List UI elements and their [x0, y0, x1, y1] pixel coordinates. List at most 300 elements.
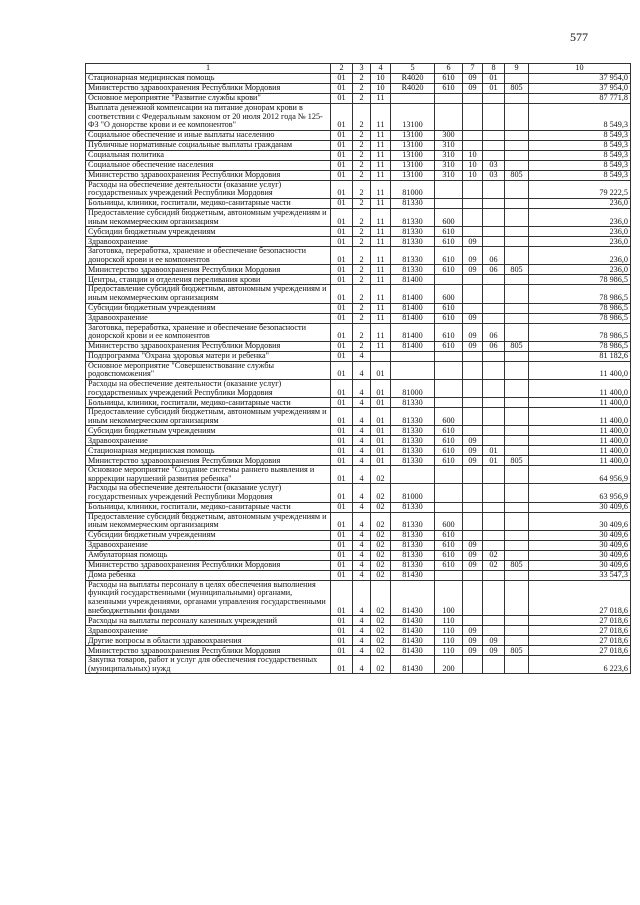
- subprogram-code-cell: 4: [353, 361, 371, 379]
- amount-cell: 78 986,5: [529, 323, 631, 341]
- subprogram-code-cell: 4: [353, 512, 371, 530]
- subprogram-code-cell: 4: [353, 646, 371, 656]
- program-code-cell: 01: [331, 626, 353, 636]
- table-row: [86, 323, 631, 341]
- event-code-cell: [371, 351, 391, 361]
- subprogram-code-cell: 2: [353, 94, 371, 104]
- row-name-cell: Здравоохранение: [86, 313, 331, 323]
- ministry-code-cell: [505, 237, 529, 247]
- amount-cell: 27 018,6: [529, 626, 631, 636]
- subprogram-code-cell: 4: [353, 502, 371, 512]
- amount-cell: 81 182,6: [529, 351, 631, 361]
- program-code-cell: 01: [331, 636, 353, 646]
- section-cell: [463, 227, 483, 237]
- event-code-cell: 02: [371, 560, 391, 570]
- program-code-cell: 01: [331, 237, 353, 247]
- direction-code-cell: 81400: [391, 303, 435, 313]
- program-code-cell: 01: [331, 94, 353, 104]
- ministry-code-cell: [505, 530, 529, 540]
- program-code-cell: 01: [331, 456, 353, 466]
- table-row: [86, 656, 631, 674]
- direction-code-cell: 81330: [391, 436, 435, 446]
- expense-type-cell: 110: [435, 616, 463, 626]
- header-cell: 7: [463, 64, 483, 74]
- row-name-cell: Заготовка, переработка, хранение и обеспечение безопасности донорской крови и ее компонентов: [86, 323, 331, 341]
- program-code-cell: 01: [331, 247, 353, 265]
- subprogram-code-cell: 4: [353, 484, 371, 502]
- direction-code-cell: [391, 361, 435, 379]
- expense-type-cell: [435, 379, 463, 397]
- row-name-cell: Расходы на обеспечение деятельности (оказание услуг) государственных учреждений Республики Мордовия: [86, 379, 331, 397]
- table-row: [86, 313, 631, 323]
- direction-code-cell: 81330: [391, 540, 435, 550]
- page-number: 577: [570, 30, 588, 44]
- table-row: [86, 160, 631, 170]
- row-name-cell: Предоставление субсидий бюджетным, автономным учреждениям и иным некоммерческим организациям: [86, 285, 331, 303]
- amount-cell: 8 549,3: [529, 170, 631, 180]
- table-row: [86, 502, 631, 512]
- event-code-cell: 02: [371, 616, 391, 626]
- ministry-code-cell: 805: [505, 170, 529, 180]
- expense-type-cell: 610: [435, 84, 463, 94]
- amount-cell: 236,0: [529, 265, 631, 275]
- expense-type-cell: 610: [435, 303, 463, 313]
- expense-type-cell: [435, 275, 463, 285]
- ministry-code-cell: [505, 313, 529, 323]
- subsection-cell: [483, 130, 505, 140]
- subprogram-code-cell: 2: [353, 341, 371, 351]
- amount-cell: 8 549,3: [529, 160, 631, 170]
- ministry-code-cell: [505, 580, 529, 615]
- program-code-cell: 01: [331, 275, 353, 285]
- program-code-cell: 01: [331, 540, 353, 550]
- ministry-code-cell: [505, 636, 529, 646]
- expense-type-cell: 610: [435, 237, 463, 247]
- row-name-cell: Амбулаторная помощь: [86, 550, 331, 560]
- event-code-cell: 11: [371, 208, 391, 226]
- subprogram-code-cell: 4: [353, 560, 371, 570]
- program-code-cell: 01: [331, 104, 353, 131]
- table-row: [86, 436, 631, 446]
- amount-cell: 11 400,0: [529, 361, 631, 379]
- ministry-code-cell: [505, 104, 529, 131]
- row-name-cell: Министерство здравоохранения Республики Мордовия: [86, 560, 331, 570]
- ministry-code-cell: [505, 140, 529, 150]
- table-row: [86, 341, 631, 351]
- ministry-code-cell: 805: [505, 265, 529, 275]
- section-cell: [463, 130, 483, 140]
- ministry-code-cell: [505, 208, 529, 226]
- amount-cell: 78 986,5: [529, 341, 631, 351]
- expense-type-cell: 600: [435, 285, 463, 303]
- row-name-cell: Здравоохранение: [86, 626, 331, 636]
- amount-cell: 37 954,0: [529, 74, 631, 84]
- program-code-cell: 01: [331, 361, 353, 379]
- amount-cell: 64 956,9: [529, 466, 631, 484]
- amount-cell: 236,0: [529, 198, 631, 208]
- program-code-cell: 01: [331, 379, 353, 397]
- section-cell: [463, 104, 483, 131]
- amount-cell: 30 409,6: [529, 502, 631, 512]
- ministry-code-cell: [505, 656, 529, 674]
- direction-code-cell: 81330: [391, 530, 435, 540]
- program-code-cell: 01: [331, 130, 353, 140]
- section-cell: 09: [463, 436, 483, 446]
- amount-cell: 30 409,6: [529, 540, 631, 550]
- event-code-cell: 11: [371, 275, 391, 285]
- subprogram-code-cell: 2: [353, 150, 371, 160]
- ministry-code-cell: [505, 540, 529, 550]
- ministry-code-cell: [505, 361, 529, 379]
- section-cell: 09: [463, 247, 483, 265]
- table-row: [86, 351, 631, 361]
- subprogram-code-cell: 4: [353, 570, 371, 580]
- section-cell: [463, 408, 483, 426]
- amount-cell: 27 018,6: [529, 646, 631, 656]
- subsection-cell: 02: [483, 560, 505, 570]
- subsection-cell: [483, 351, 505, 361]
- direction-code-cell: 81430: [391, 646, 435, 656]
- direction-code-cell: 81430: [391, 616, 435, 626]
- subsection-cell: [483, 140, 505, 150]
- table-row: [86, 646, 631, 656]
- amount-cell: 11 400,0: [529, 426, 631, 436]
- expense-type-cell: 610: [435, 426, 463, 436]
- ministry-code-cell: [505, 275, 529, 285]
- table-row: [86, 130, 631, 140]
- row-name-cell: Расходы на выплаты персоналу казенных учреждений: [86, 616, 331, 626]
- expense-type-cell: 110: [435, 626, 463, 636]
- subprogram-code-cell: 2: [353, 323, 371, 341]
- ministry-code-cell: [505, 285, 529, 303]
- subprogram-code-cell: 2: [353, 130, 371, 140]
- subsection-cell: 06: [483, 265, 505, 275]
- subsection-cell: 01: [483, 446, 505, 456]
- section-cell: 09: [463, 341, 483, 351]
- expense-type-cell: 610: [435, 227, 463, 237]
- direction-code-cell: 81330: [391, 398, 435, 408]
- expense-type-cell: 600: [435, 512, 463, 530]
- expense-type-cell: 610: [435, 550, 463, 560]
- direction-code-cell: 13100: [391, 170, 435, 180]
- header-cell: 6: [435, 64, 463, 74]
- amount-cell: 236,0: [529, 208, 631, 226]
- subprogram-code-cell: 2: [353, 275, 371, 285]
- direction-code-cell: [391, 94, 435, 104]
- subsection-cell: [483, 530, 505, 540]
- expense-type-cell: 300: [435, 130, 463, 140]
- event-code-cell: 11: [371, 323, 391, 341]
- subprogram-code-cell: 2: [353, 198, 371, 208]
- program-code-cell: 01: [331, 323, 353, 341]
- ministry-code-cell: [505, 512, 529, 530]
- expense-type-cell: 610: [435, 436, 463, 446]
- subsection-cell: [483, 275, 505, 285]
- event-code-cell: 11: [371, 313, 391, 323]
- table-row: [86, 636, 631, 646]
- expense-type-cell: [435, 466, 463, 484]
- table-row: [86, 74, 631, 84]
- direction-code-cell: 81400: [391, 323, 435, 341]
- table-row: [86, 616, 631, 626]
- amount-cell: 63 956,9: [529, 484, 631, 502]
- row-name-cell: Социальное обеспечение и иные выплаты населению: [86, 130, 331, 140]
- event-code-cell: 11: [371, 170, 391, 180]
- subprogram-code-cell: 4: [353, 426, 371, 436]
- expense-type-cell: [435, 351, 463, 361]
- subsection-cell: [483, 227, 505, 237]
- program-code-cell: 01: [331, 484, 353, 502]
- subsection-cell: 09: [483, 646, 505, 656]
- section-cell: [463, 275, 483, 285]
- section-cell: 09: [463, 323, 483, 341]
- direction-code-cell: 13100: [391, 104, 435, 131]
- table-row: [86, 265, 631, 275]
- direction-code-cell: 81330: [391, 208, 435, 226]
- table-row: [86, 540, 631, 550]
- table-row: [86, 227, 631, 237]
- section-cell: [463, 180, 483, 198]
- row-name-cell: Здравоохранение: [86, 237, 331, 247]
- table-row: [86, 560, 631, 570]
- expense-type-cell: [435, 180, 463, 198]
- amount-cell: 87 771,8: [529, 94, 631, 104]
- row-name-cell: Больницы, клиники, госпитали, медико-санитарные части: [86, 398, 331, 408]
- event-code-cell: 02: [371, 580, 391, 615]
- program-code-cell: 01: [331, 84, 353, 94]
- expense-type-cell: 610: [435, 456, 463, 466]
- row-name-cell: Социальное обеспечение населения: [86, 160, 331, 170]
- section-cell: [463, 303, 483, 313]
- direction-code-cell: 81430: [391, 626, 435, 636]
- subsection-cell: 03: [483, 160, 505, 170]
- row-name-cell: Субсидии бюджетным учреждениям: [86, 303, 331, 313]
- row-name-cell: Предоставление субсидий бюджетным, автономным учреждениям и иным некоммерческим организациям: [86, 512, 331, 530]
- ministry-code-cell: [505, 502, 529, 512]
- section-cell: 09: [463, 550, 483, 560]
- program-code-cell: 01: [331, 512, 353, 530]
- program-code-cell: 01: [331, 170, 353, 180]
- direction-code-cell: 13100: [391, 160, 435, 170]
- row-name-cell: Подпрограмма "Охрана здоровья матери и ребенка": [86, 351, 331, 361]
- amount-cell: 30 409,6: [529, 512, 631, 530]
- header-cell: 10: [529, 64, 631, 74]
- table-row: [86, 379, 631, 397]
- amount-cell: 27 018,6: [529, 616, 631, 626]
- subsection-cell: 06: [483, 247, 505, 265]
- row-name-cell: Предоставление субсидий бюджетным, автономным учреждениям и иным некоммерческим организациям: [86, 208, 331, 226]
- subsection-cell: [483, 426, 505, 436]
- amount-cell: 27 018,6: [529, 580, 631, 615]
- ministry-code-cell: 805: [505, 84, 529, 94]
- subprogram-code-cell: 4: [353, 379, 371, 397]
- subsection-cell: [483, 398, 505, 408]
- expense-type-cell: 610: [435, 446, 463, 456]
- program-code-cell: 01: [331, 426, 353, 436]
- amount-cell: 8 549,3: [529, 150, 631, 160]
- expense-type-cell: 610: [435, 265, 463, 275]
- section-cell: 09: [463, 84, 483, 94]
- table-row: [86, 550, 631, 560]
- amount-cell: 37 954,0: [529, 84, 631, 94]
- expense-type-cell: 610: [435, 530, 463, 540]
- program-code-cell: 01: [331, 303, 353, 313]
- row-name-cell: Министерство здравоохранения Республики Мордовия: [86, 170, 331, 180]
- program-code-cell: 01: [331, 646, 353, 656]
- direction-code-cell: 81430: [391, 656, 435, 674]
- subprogram-code-cell: 2: [353, 160, 371, 170]
- event-code-cell: 11: [371, 227, 391, 237]
- expense-type-cell: 600: [435, 208, 463, 226]
- table-row: [86, 512, 631, 530]
- table-row: [86, 446, 631, 456]
- row-name-cell: Предоставление субсидий бюджетным, автономным учреждениям и иным некоммерческим организациям: [86, 408, 331, 426]
- ministry-code-cell: [505, 247, 529, 265]
- table-row: [86, 84, 631, 94]
- subprogram-code-cell: 2: [353, 74, 371, 84]
- event-code-cell: 10: [371, 84, 391, 94]
- subprogram-code-cell: 4: [353, 456, 371, 466]
- event-code-cell: 11: [371, 130, 391, 140]
- amount-cell: 11 400,0: [529, 398, 631, 408]
- amount-cell: 30 409,6: [529, 550, 631, 560]
- table-body: [86, 74, 631, 674]
- event-code-cell: 11: [371, 140, 391, 150]
- subprogram-code-cell: 2: [353, 140, 371, 150]
- expense-type-cell: 610: [435, 341, 463, 351]
- section-cell: [463, 570, 483, 580]
- header-cell: 3: [353, 64, 371, 74]
- expense-type-cell: [435, 198, 463, 208]
- expense-type-cell: [435, 502, 463, 512]
- ministry-code-cell: 805: [505, 560, 529, 570]
- table-row: [86, 456, 631, 466]
- table-row: [86, 198, 631, 208]
- subsection-cell: [483, 94, 505, 104]
- program-code-cell: 01: [331, 656, 353, 674]
- direction-code-cell: 81330: [391, 560, 435, 570]
- program-code-cell: 01: [331, 446, 353, 456]
- row-name-cell: Социальная политика: [86, 150, 331, 160]
- program-code-cell: 01: [331, 530, 353, 540]
- header-cell: 5: [391, 64, 435, 74]
- header-row: [86, 64, 631, 74]
- row-name-cell: Субсидии бюджетным учреждениям: [86, 426, 331, 436]
- subsection-cell: [483, 150, 505, 160]
- amount-cell: 236,0: [529, 237, 631, 247]
- event-code-cell: 11: [371, 265, 391, 275]
- amount-cell: 236,0: [529, 227, 631, 237]
- row-name-cell: Расходы на обеспечение деятельности (оказание услуг) государственных учреждений Республики Мордовия: [86, 180, 331, 198]
- subsection-cell: 03: [483, 170, 505, 180]
- table-header: [86, 64, 631, 74]
- expense-type-cell: 100: [435, 580, 463, 615]
- subsection-cell: [483, 436, 505, 446]
- subprogram-code-cell: 4: [353, 530, 371, 540]
- direction-code-cell: 81430: [391, 580, 435, 615]
- program-code-cell: 01: [331, 398, 353, 408]
- subsection-cell: 01: [483, 84, 505, 94]
- section-cell: [463, 502, 483, 512]
- expense-type-cell: 110: [435, 636, 463, 646]
- ministry-code-cell: [505, 323, 529, 341]
- event-code-cell: 01: [371, 456, 391, 466]
- subprogram-code-cell: 2: [353, 285, 371, 303]
- ministry-code-cell: [505, 570, 529, 580]
- subsection-cell: 02: [483, 550, 505, 560]
- ministry-code-cell: [505, 466, 529, 484]
- program-code-cell: 01: [331, 408, 353, 426]
- direction-code-cell: 81400: [391, 275, 435, 285]
- amount-cell: 78 986,5: [529, 313, 631, 323]
- row-name-cell: Министерство здравоохранения Республики Мордовия: [86, 265, 331, 275]
- program-code-cell: 01: [331, 580, 353, 615]
- expense-type-cell: 200: [435, 656, 463, 674]
- subsection-cell: 09: [483, 636, 505, 646]
- expense-type-cell: [435, 361, 463, 379]
- ministry-code-cell: [505, 94, 529, 104]
- subsection-cell: [483, 104, 505, 131]
- event-code-cell: 01: [371, 408, 391, 426]
- program-code-cell: 01: [331, 616, 353, 626]
- expense-type-cell: 310: [435, 150, 463, 160]
- direction-code-cell: 81330: [391, 426, 435, 436]
- section-cell: [463, 361, 483, 379]
- expense-type-cell: [435, 104, 463, 131]
- event-code-cell: 11: [371, 303, 391, 313]
- expense-type-cell: 310: [435, 140, 463, 150]
- amount-cell: 11 400,0: [529, 408, 631, 426]
- event-code-cell: 10: [371, 74, 391, 84]
- subprogram-code-cell: 4: [353, 580, 371, 615]
- event-code-cell: 01: [371, 361, 391, 379]
- direction-code-cell: 81400: [391, 285, 435, 303]
- direction-code-cell: 81400: [391, 341, 435, 351]
- expense-type-cell: 610: [435, 323, 463, 341]
- amount-cell: 30 409,6: [529, 560, 631, 570]
- subsection-cell: [483, 616, 505, 626]
- table-row: [86, 466, 631, 484]
- program-code-cell: 01: [331, 285, 353, 303]
- subprogram-code-cell: 2: [353, 247, 371, 265]
- subprogram-code-cell: 2: [353, 170, 371, 180]
- program-code-cell: 01: [331, 74, 353, 84]
- ministry-code-cell: [505, 446, 529, 456]
- table-row: [86, 285, 631, 303]
- event-code-cell: 11: [371, 285, 391, 303]
- program-code-cell: 01: [331, 160, 353, 170]
- row-name-cell: Стационарная медицинская помощь: [86, 74, 331, 84]
- row-name-cell: Здравоохранение: [86, 436, 331, 446]
- section-cell: 09: [463, 313, 483, 323]
- subsection-cell: [483, 180, 505, 198]
- section-cell: [463, 398, 483, 408]
- ministry-code-cell: [505, 426, 529, 436]
- amount-cell: 236,0: [529, 247, 631, 265]
- section-cell: [463, 580, 483, 615]
- header-cell: 2: [331, 64, 353, 74]
- expense-type-cell: [435, 484, 463, 502]
- table-row: [86, 150, 631, 160]
- row-name-cell: Основное мероприятие "Развитие службы крови": [86, 94, 331, 104]
- expense-type-cell: 610: [435, 540, 463, 550]
- amount-cell: 33 547,3: [529, 570, 631, 580]
- subsection-cell: [483, 379, 505, 397]
- program-code-cell: 01: [331, 150, 353, 160]
- amount-cell: 79 222,5: [529, 180, 631, 198]
- section-cell: 10: [463, 160, 483, 170]
- direction-code-cell: 81330: [391, 247, 435, 265]
